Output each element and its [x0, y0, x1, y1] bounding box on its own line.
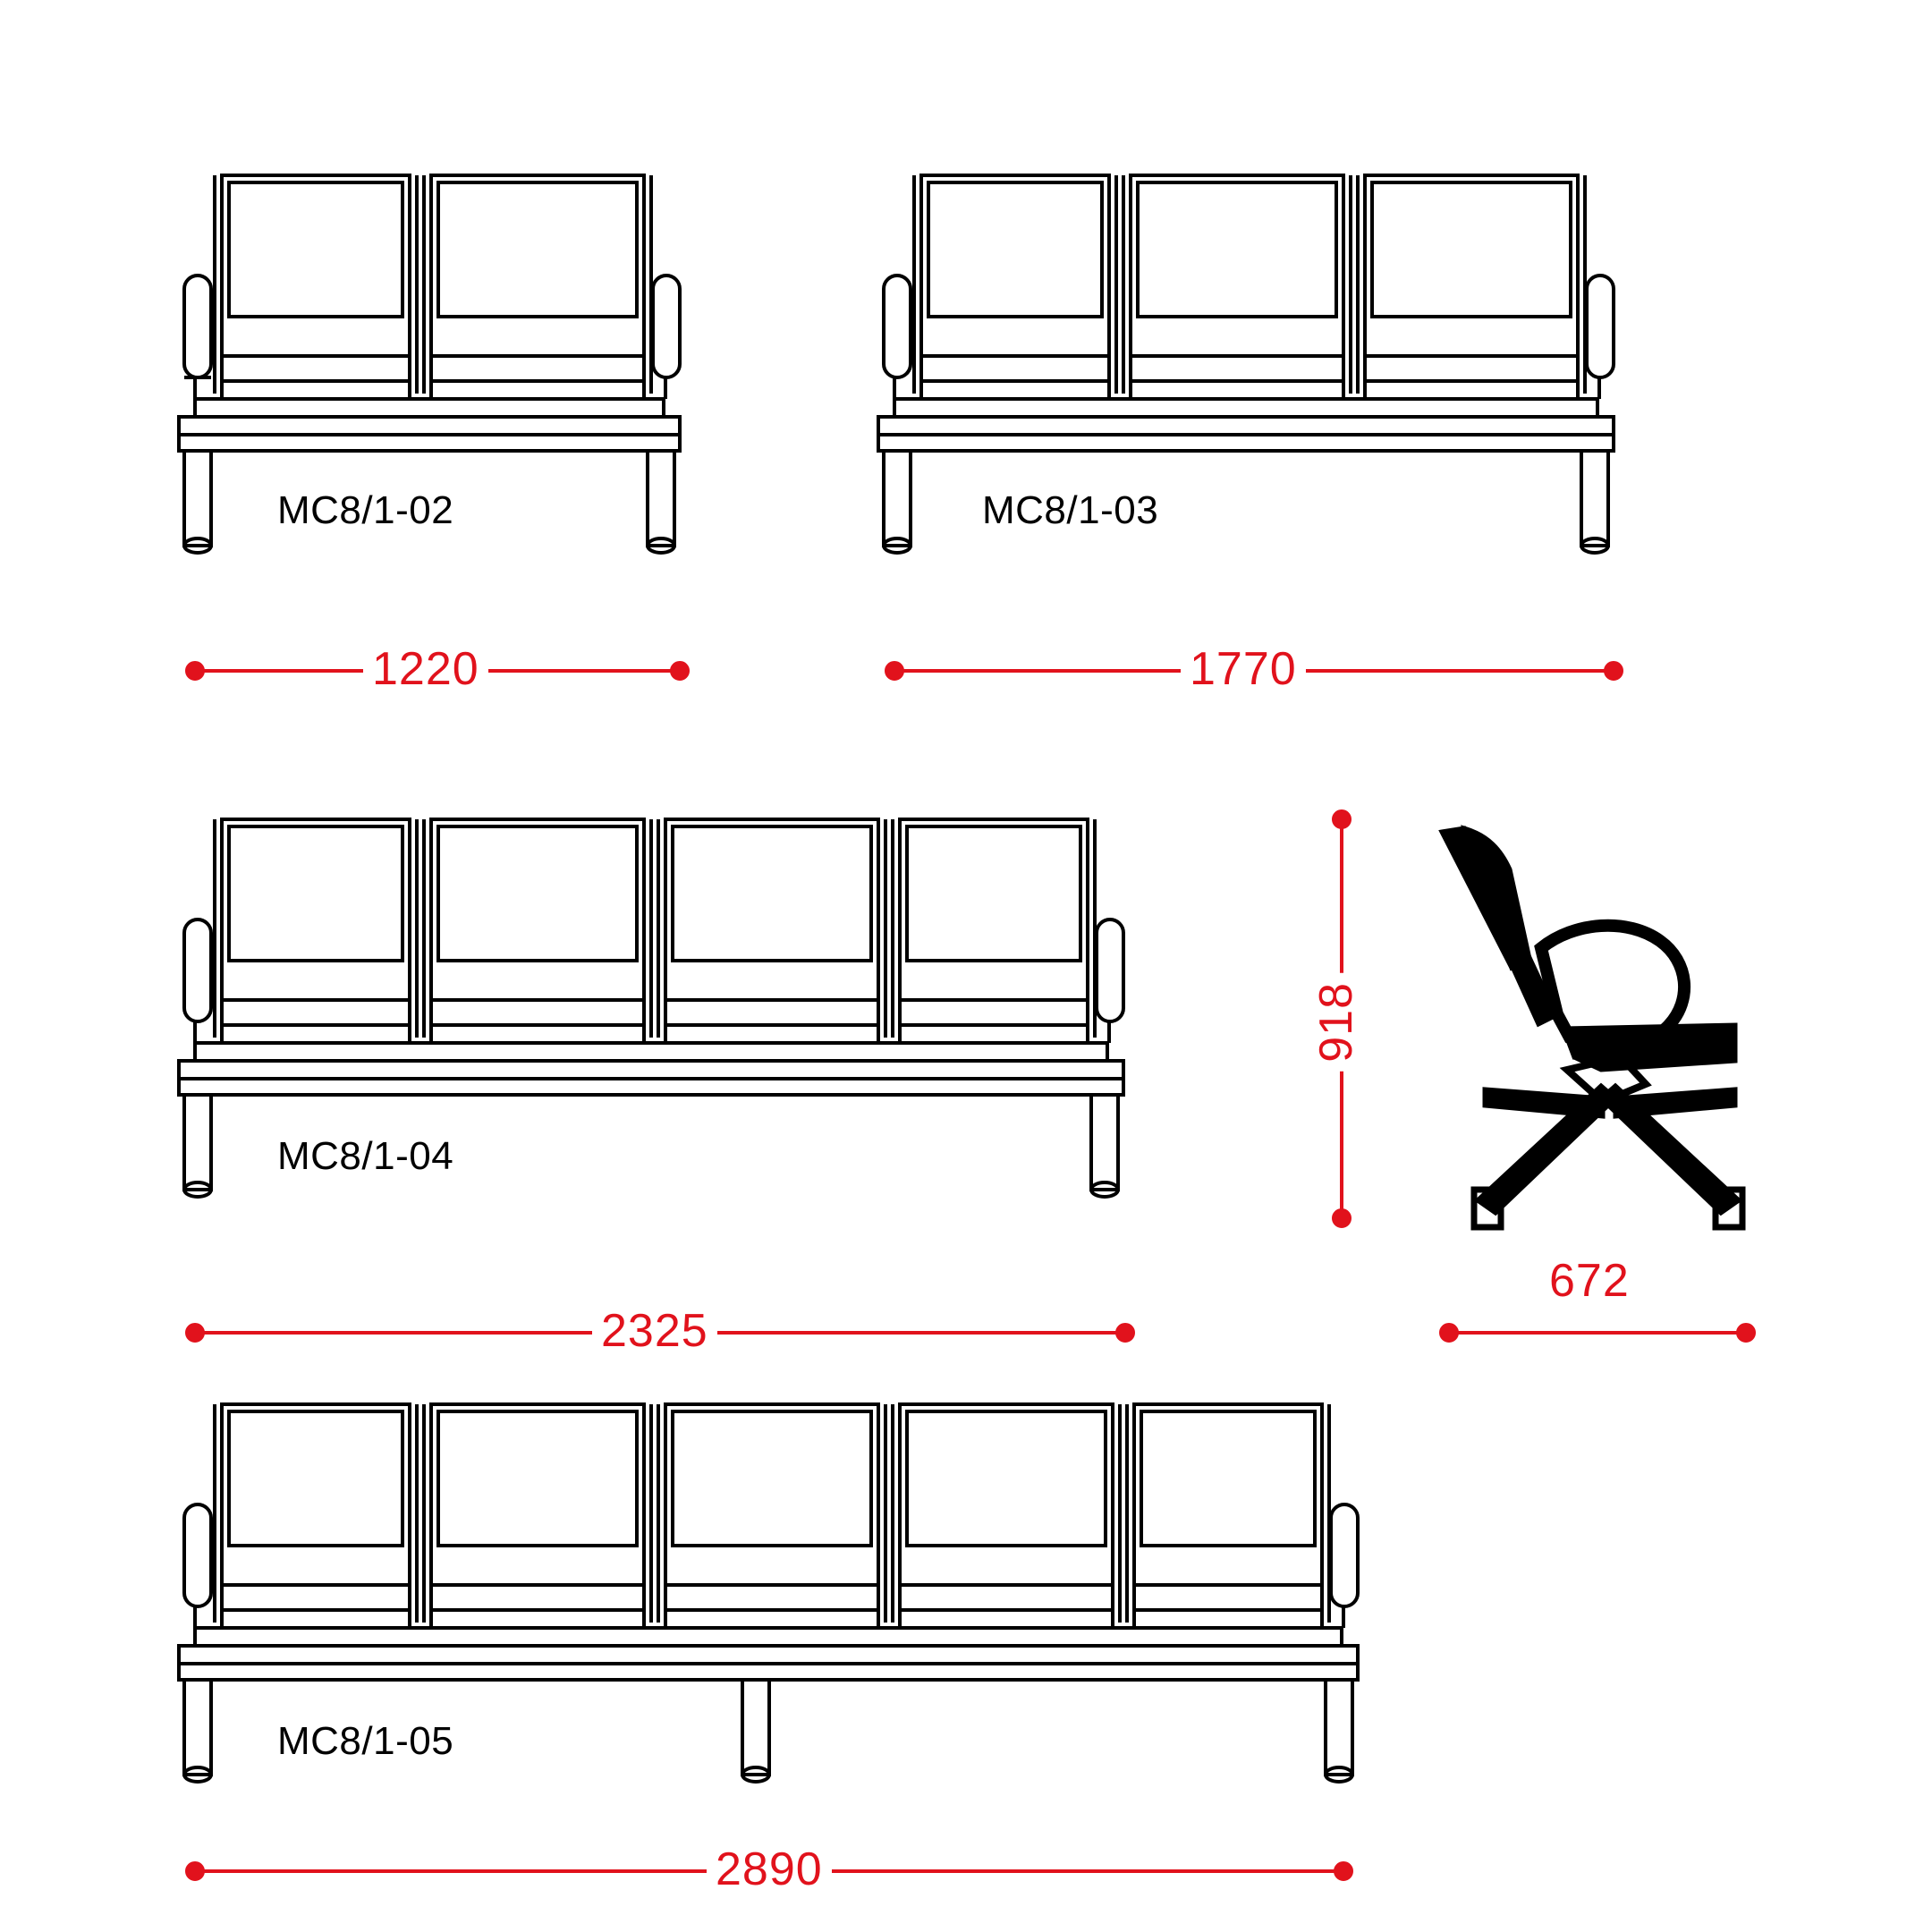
dimension-depth-672: 672 [1540, 1254, 1639, 1308]
model-label-mc8-1-02: MC8/1-02 [277, 488, 454, 532]
model-label-mc8-1-04: MC8/1-04 [277, 1134, 454, 1178]
model-label-mc8-1-05: MC8/1-05 [277, 1719, 454, 1763]
dimension-height-918: 918 [1309, 973, 1363, 1072]
dimension-width-mc8-1-02: 1220 [363, 642, 488, 696]
dimension-width-mc8-1-05: 2890 [707, 1843, 832, 1896]
dimension-width-mc8-1-04: 2325 [592, 1304, 717, 1358]
model-label-mc8-1-03: MC8/1-03 [982, 488, 1159, 532]
chair-side-view-drawing [1442, 828, 1742, 1227]
dimension-width-mc8-1-03: 1770 [1181, 642, 1306, 696]
